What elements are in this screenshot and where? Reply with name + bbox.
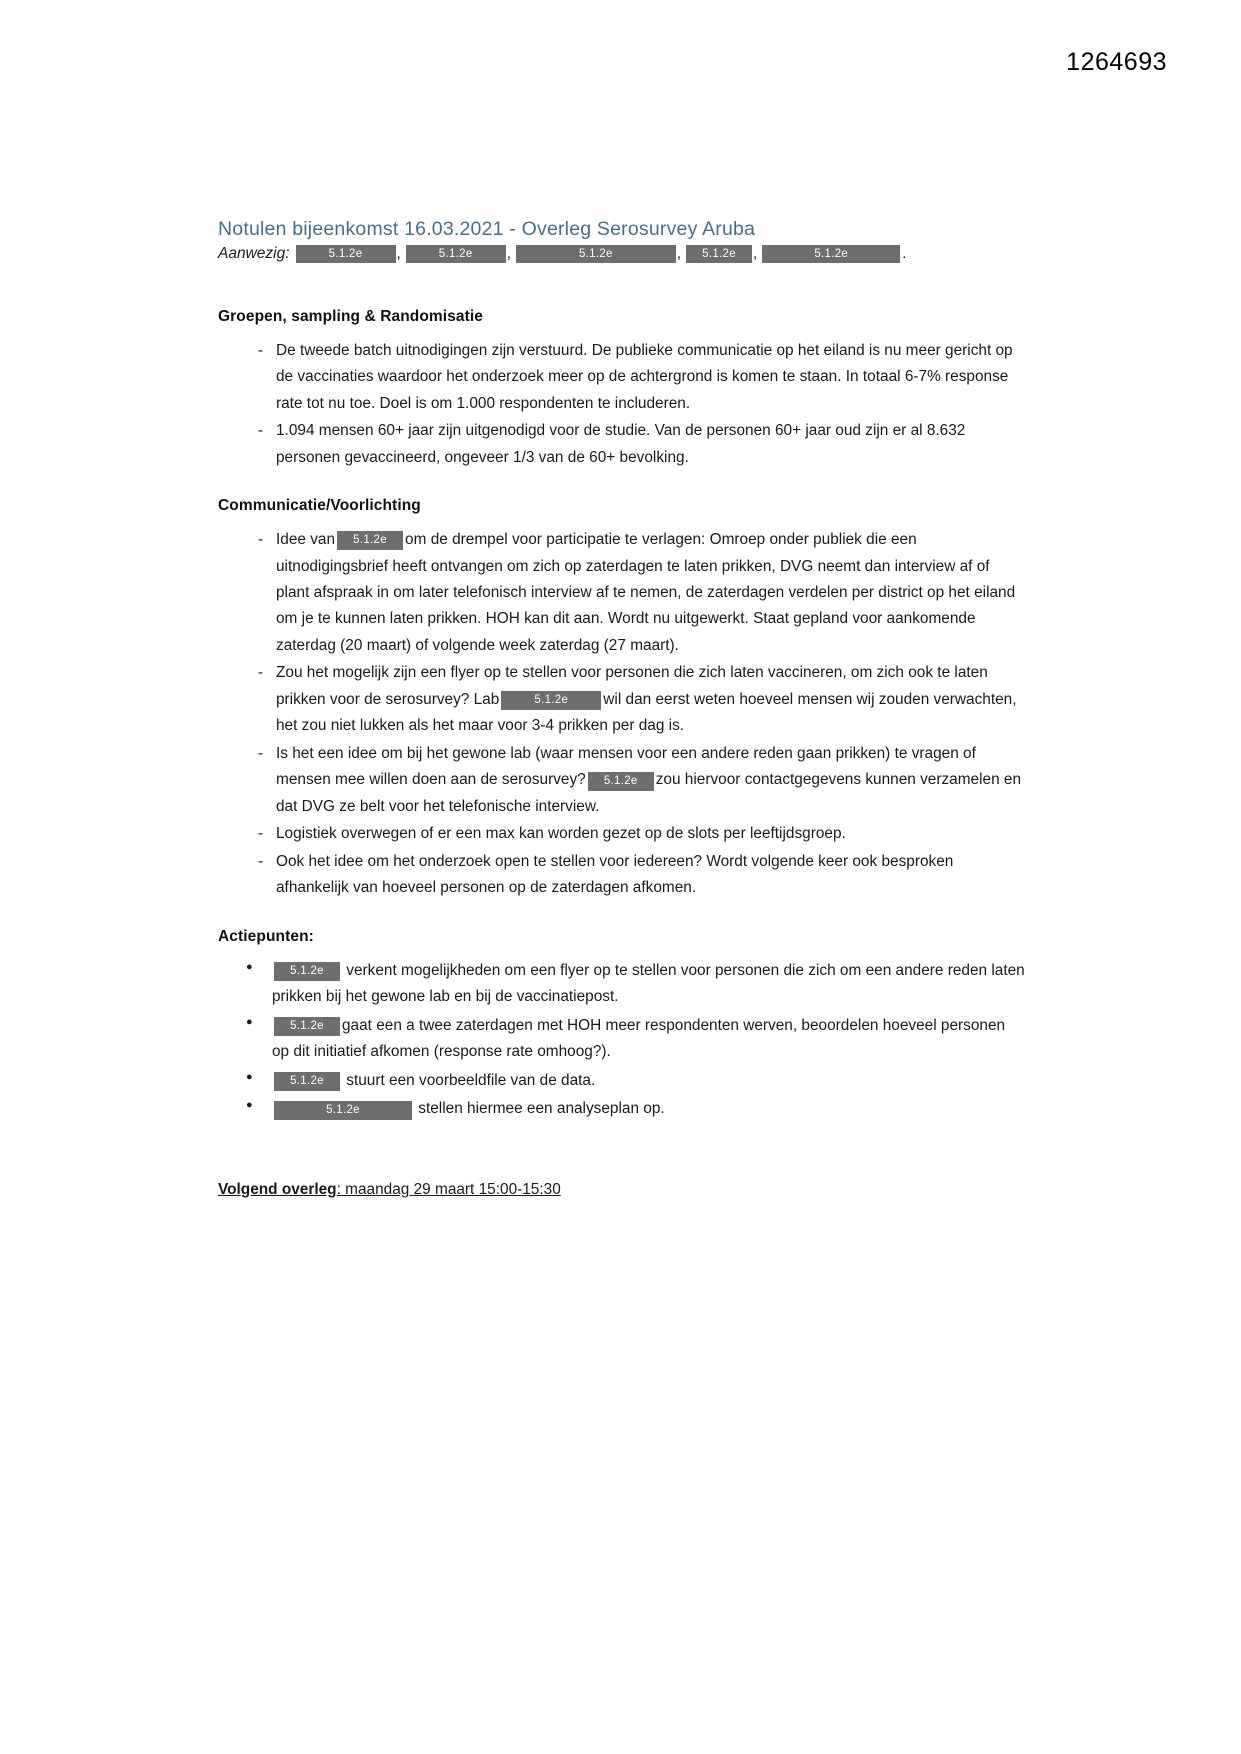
document-content bbox=[218, 218, 1026, 1199]
redaction-block: 5.1.2e bbox=[274, 962, 340, 981]
section-heading: Actiepunten: bbox=[218, 927, 314, 945]
list-item-text: verkent mogelijkheden om een flyer op te stellen voor personen die zich om een andere reden laten prikken bij het gewone lab en bij de vaccinatiepost. bbox=[272, 961, 1025, 1006]
attendees-separator: , bbox=[753, 245, 758, 263]
section-actiepunten bbox=[218, 928, 1026, 1123]
redaction-block: 5.1.2e bbox=[337, 531, 403, 550]
redaction-block: 5.1.2e bbox=[296, 245, 396, 263]
redaction-block: 5.1.2e bbox=[274, 1072, 340, 1091]
list-item-text: stuurt een voorbeeldfile van de data. bbox=[346, 1071, 596, 1089]
list-item bbox=[246, 1013, 1026, 1066]
list-item-text-pre: Is het een idee om bij het gewone lab (waar mensen voor een andere reden gaan prikken) te vragen of mensen mee willen doen aan de serosurvey? bbox=[276, 744, 976, 789]
list-item-text: gaat een a twee zaterdagen met HOH meer respondenten werven, beoordelen hoeveel personen op dit initiatief afkomen (response rate omhoog?). bbox=[272, 1016, 1006, 1061]
section-groepen-sampling-randomisatie bbox=[218, 308, 1026, 471]
list-item-text-pre: Zou het mogelijk zijn een flyer op te stellen voor personen die zich laten vaccineren, om zich ook te laten prikken voor de serosurvey? Lab bbox=[276, 664, 988, 708]
redaction-block: 5.1.2e bbox=[274, 1101, 412, 1120]
list-item bbox=[246, 1096, 1026, 1122]
redaction-block: 5.1.2e bbox=[516, 245, 676, 263]
attendees-terminator: . bbox=[902, 245, 907, 263]
page-title: Notulen bijeenkomst 16.03.2021 - Overleg Serosurvey Aruba bbox=[218, 218, 756, 240]
list-item bbox=[246, 958, 1026, 1011]
list-item: - De tweede batch uitnodigingen zijn verstuurd. De publieke communicatie op het eiland is nu meer gericht op de vaccinaties waardoor het onderzoek meer op de achtergrond is komen te staan. In totaal 6-7% response rate tot nu toe. Doel is om 1.000 respondenten te includeren. bbox=[258, 338, 1026, 417]
attendees-separator: , bbox=[506, 245, 511, 263]
redaction-block: 5.1.2e bbox=[406, 245, 506, 263]
list-item: - Ook het idee om het onderzoek open te stellen voor iedereen? Wordt volgende keer ook besproken afhankelijk van hoeveel personen op de zaterdagen afkomen. bbox=[258, 849, 1026, 902]
section-list bbox=[218, 527, 1026, 902]
attendees-line bbox=[218, 245, 1026, 264]
list-item-text-post: om de drempel voor participatie te verlagen: Omroep onder publiek die een uitnodigingsbrief heeft ontvangen om zich op zaterdagen te laten prikken, DVG neemt dan interview af of plant afspraak in om later telefonisch interview af te nemen, de zaterdagen verdelen per district op het eiland om je te kunnen laten prikken. HOH kan dit aan. Wordt nu uitgewerkt. Staat gepland voor aankomende zaterdag (20 maart) of volgende week zaterdag (27 maart). bbox=[276, 531, 1016, 654]
list-item bbox=[258, 741, 1026, 820]
section-heading: Groepen, sampling & Randomisatie bbox=[218, 307, 484, 325]
document-number: 1264693 bbox=[1066, 48, 1167, 76]
list-item: - 1.094 mensen 60+ jaar zijn uitgenodigd voor de studie. Van de personen 60+ jaar oud zijn er al 8.632 personen gevaccineerd, ongeveer 1/3 van de 60+ bevolking. bbox=[258, 418, 1026, 471]
redaction-block: 5.1.2e bbox=[686, 245, 752, 263]
section-communicatie-voorlichting bbox=[218, 497, 1026, 902]
redaction-block: 5.1.2e bbox=[588, 772, 654, 791]
list-item-text: stellen hiermee een analyseplan op. bbox=[418, 1100, 665, 1118]
redaction-block: 5.1.2e bbox=[501, 691, 601, 710]
section-heading: Communicatie/Voorlichting bbox=[218, 497, 421, 515]
next-meeting bbox=[218, 1181, 1026, 1199]
list-item bbox=[258, 527, 1026, 659]
redaction-block: 5.1.2e bbox=[762, 245, 900, 263]
attendees-label: Aanwezig: bbox=[218, 245, 290, 262]
attendees-separator: , bbox=[396, 245, 401, 263]
attendees-separator: , bbox=[676, 245, 682, 263]
list-item-text-pre: Idee van bbox=[276, 531, 336, 549]
action-points-list bbox=[218, 958, 1026, 1123]
list-item bbox=[258, 660, 1026, 739]
list-item-text-post: wil dan eerst weten hoeveel mensen wij zouden verwachten, het zou niet lukken als het maar voor 3-4 prikken per dag is. bbox=[276, 690, 1017, 735]
redaction-block: 5.1.2e bbox=[274, 1017, 340, 1036]
list-item-text-post: zou hiervoor contactgegevens kunnen verzamelen en dat DVG ze belt voor het telefonische interview. bbox=[276, 771, 1022, 815]
next-meeting-value: : maandag 29 maart 15:00-15:30 bbox=[336, 1180, 561, 1198]
list-item bbox=[246, 1068, 1026, 1094]
section-list bbox=[218, 338, 1026, 471]
next-meeting-label: Volgend overleg bbox=[218, 1180, 337, 1198]
list-item: - Logistiek overwegen of er een max kan worden gezet op de slots per leeftijdsgroep. bbox=[258, 821, 1026, 847]
